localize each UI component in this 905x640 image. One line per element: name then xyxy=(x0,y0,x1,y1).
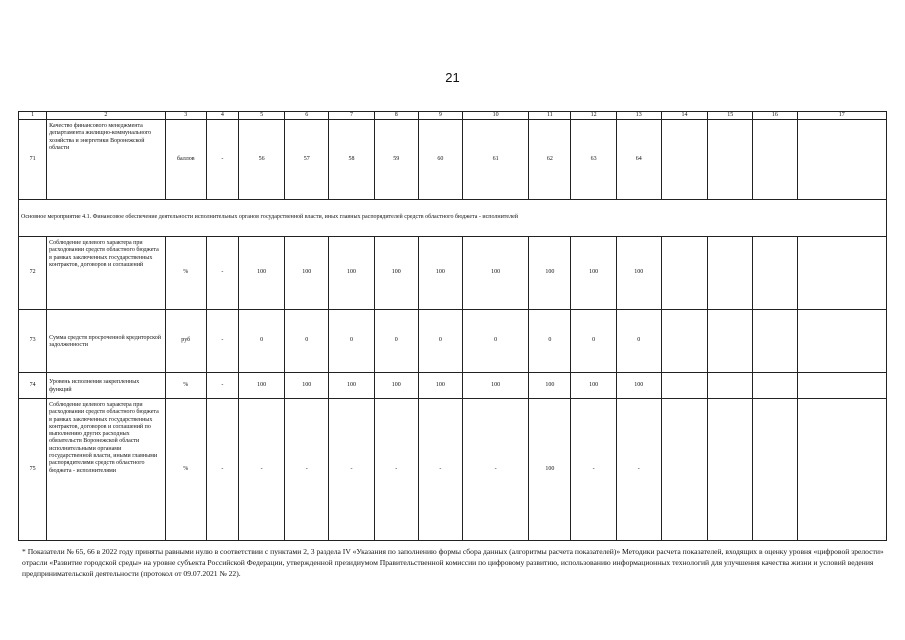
column-number: 17 xyxy=(797,112,887,120)
empty-cell xyxy=(753,310,797,373)
value-cell: 0 xyxy=(529,310,571,373)
section-row xyxy=(19,200,887,237)
value-cell: 100 xyxy=(529,237,571,310)
value-cell: - xyxy=(238,399,284,541)
value-cell: 100 xyxy=(418,237,462,310)
column-number: 4 xyxy=(206,112,238,120)
value-cell: 100 xyxy=(616,237,661,310)
value-cell: 0 xyxy=(374,310,418,373)
value-cell: 0 xyxy=(616,310,661,373)
empty-cell xyxy=(661,120,707,200)
table-row xyxy=(19,120,887,200)
empty-cell xyxy=(708,399,753,541)
empty-cell xyxy=(753,237,797,310)
column-number: 1 xyxy=(19,112,47,120)
value-cell: 0 xyxy=(463,310,529,373)
indicator-name: Соблюдение целевого характера при расходовании средств областного бюджета в рамках заключенных государственных контрактов, договоров и соглашений xyxy=(47,237,166,310)
value-cell: 57 xyxy=(285,120,329,200)
value-cell: 0 xyxy=(329,310,374,373)
empty-cell xyxy=(708,373,753,399)
value-cell: - xyxy=(206,310,238,373)
value-cell: - xyxy=(206,120,238,200)
column-number-row xyxy=(19,112,887,120)
value-cell: 100 xyxy=(529,373,571,399)
value-cell: - xyxy=(206,373,238,399)
value-cell: 63 xyxy=(571,120,616,200)
empty-cell xyxy=(753,373,797,399)
value-cell: 59 xyxy=(374,120,418,200)
value-cell: 56 xyxy=(238,120,284,200)
value-cell: - xyxy=(616,399,661,541)
column-number: 15 xyxy=(708,112,753,120)
empty-cell xyxy=(797,399,887,541)
column-number: 6 xyxy=(285,112,329,120)
indicator-name: Сумма средств просроченной кредиторской задолженности xyxy=(47,310,166,373)
value-cell: - xyxy=(463,399,529,541)
value-cell: 58 xyxy=(329,120,374,200)
value-cell: 100 xyxy=(463,237,529,310)
table-row xyxy=(19,373,887,399)
section-heading: Основное мероприятие 4.1. Финансовое обеспечение деятельности исполнительных органов государственной власти, иных главных распорядителей средств областного бюджета - исполнителей xyxy=(19,200,887,237)
value-cell: 64 xyxy=(616,120,661,200)
value-cell: - xyxy=(329,399,374,541)
column-number: 11 xyxy=(529,112,571,120)
column-number: 13 xyxy=(616,112,661,120)
column-number: 9 xyxy=(418,112,462,120)
empty-cell xyxy=(797,237,887,310)
value-cell: - xyxy=(418,399,462,541)
table-row xyxy=(19,399,887,541)
table-row xyxy=(19,237,887,310)
column-number: 2 xyxy=(47,112,166,120)
footnote: * Показатели № 65, 66 в 2022 году приняты равными нулю в соответствии с пунктами 2, 3 раздела IV «Указания по заполнению формы сбора данных (алгоритмы расчета показателей)» Методики расчета показателей, входящих в оценку уровня «цифровой зрелости» отрасли «Развитие городской среды» на уровне субъекта Российской Федерации, утвержденной президиумом Правительственной комиссии по цифровому развитию, использованию информационных технологий для улучшения качества жизни и условий ведения предпринимательской деятельности (протокол от 09.07.2021 № 22). xyxy=(22,547,884,578)
value-cell: 0 xyxy=(285,310,329,373)
empty-cell xyxy=(708,120,753,200)
column-number: 7 xyxy=(329,112,374,120)
value-cell: 100 xyxy=(616,373,661,399)
unit-cell: баллов xyxy=(165,120,206,200)
value-cell: 100 xyxy=(238,373,284,399)
table-row xyxy=(19,310,887,373)
unit-cell: руб xyxy=(165,310,206,373)
value-cell: - xyxy=(206,237,238,310)
empty-cell xyxy=(797,373,887,399)
unit-cell: % xyxy=(165,373,206,399)
column-number: 12 xyxy=(571,112,616,120)
empty-cell xyxy=(661,310,707,373)
value-cell: 100 xyxy=(529,399,571,541)
row-number: 71 xyxy=(19,120,47,200)
value-cell: - xyxy=(206,399,238,541)
value-cell: 100 xyxy=(285,237,329,310)
value-cell: - xyxy=(374,399,418,541)
empty-cell xyxy=(708,310,753,373)
indicator-name: Соблюдение целевого характера при расходовании средств областного бюджета в рамках заключенных государственных контрактов, договоров и соглашений по выполнению других расходных обязательств Воронежской области исполнительными органами государственной власти, иными главными распорядителями средств областного бюджета - исполнителями xyxy=(47,399,166,541)
unit-cell: % xyxy=(165,399,206,541)
value-cell: 0 xyxy=(238,310,284,373)
column-number: 5 xyxy=(238,112,284,120)
row-number: 73 xyxy=(19,310,47,373)
column-number: 8 xyxy=(374,112,418,120)
value-cell: 100 xyxy=(374,373,418,399)
empty-cell xyxy=(797,120,887,200)
value-cell: 60 xyxy=(418,120,462,200)
empty-cell xyxy=(661,237,707,310)
indicator-name: Качество финансового менеджмента департамента жилищно-коммунального хозяйства и энергетики Воронежской области xyxy=(47,120,166,200)
column-number: 14 xyxy=(661,112,707,120)
indicator-name: Уровень исполнения закрепленных функций xyxy=(47,373,166,399)
value-cell: 61 xyxy=(463,120,529,200)
row-number: 75 xyxy=(19,399,47,541)
empty-cell xyxy=(753,120,797,200)
empty-cell xyxy=(753,399,797,541)
value-cell: 100 xyxy=(329,237,374,310)
value-cell: 100 xyxy=(418,373,462,399)
value-cell: 100 xyxy=(329,373,374,399)
indicators-table xyxy=(18,111,887,541)
empty-cell xyxy=(708,237,753,310)
value-cell: 0 xyxy=(418,310,462,373)
value-cell: 100 xyxy=(374,237,418,310)
value-cell: 62 xyxy=(529,120,571,200)
empty-cell xyxy=(661,399,707,541)
column-number: 16 xyxy=(753,112,797,120)
value-cell: 100 xyxy=(285,373,329,399)
page-number: 21 xyxy=(445,70,460,85)
empty-cell xyxy=(797,310,887,373)
value-cell: 0 xyxy=(571,310,616,373)
row-number: 74 xyxy=(19,373,47,399)
value-cell: 100 xyxy=(238,237,284,310)
column-number: 10 xyxy=(463,112,529,120)
value-cell: 100 xyxy=(571,373,616,399)
value-cell: 100 xyxy=(571,237,616,310)
value-cell: 100 xyxy=(463,373,529,399)
value-cell: - xyxy=(285,399,329,541)
column-number: 3 xyxy=(165,112,206,120)
empty-cell xyxy=(661,373,707,399)
row-number: 72 xyxy=(19,237,47,310)
unit-cell: % xyxy=(165,237,206,310)
value-cell: - xyxy=(571,399,616,541)
